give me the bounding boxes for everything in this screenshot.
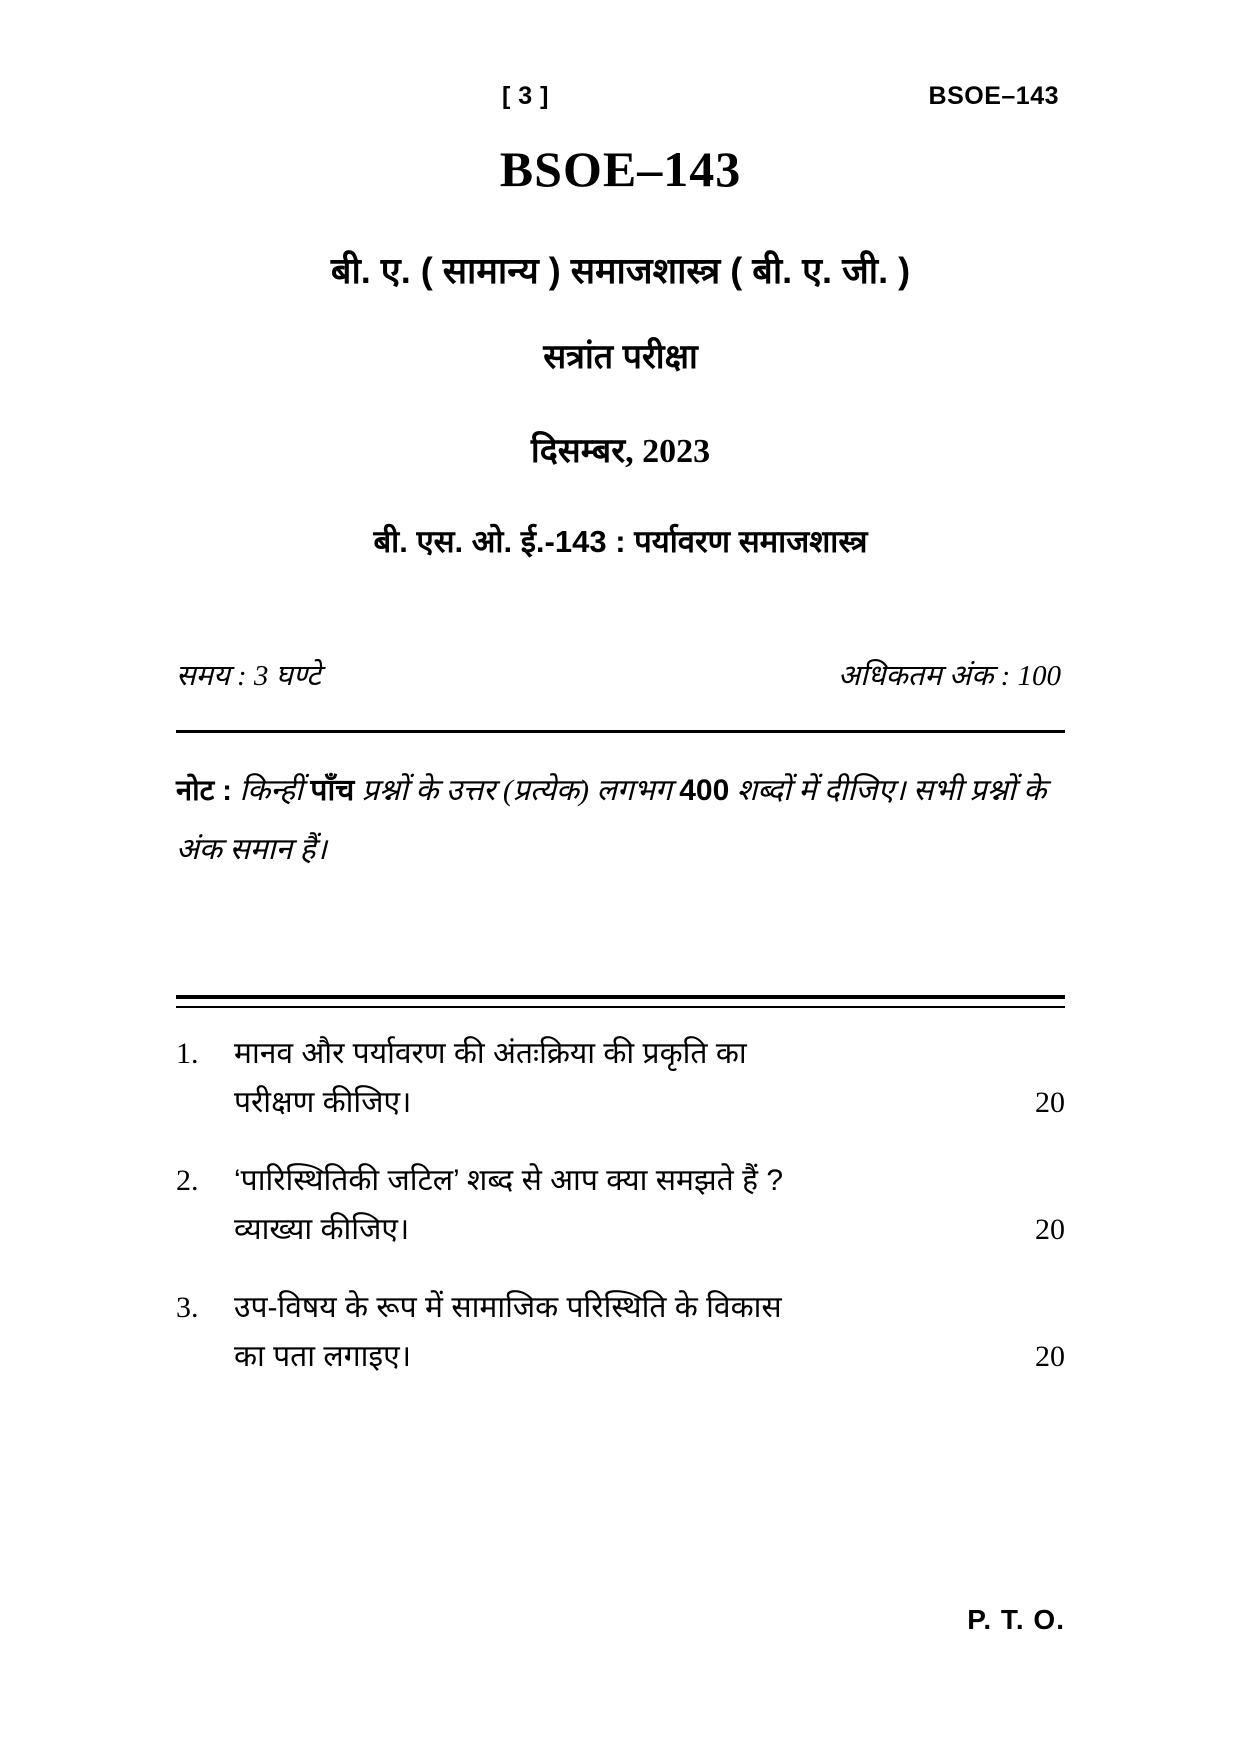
instructions-note: [176, 762, 1065, 879]
question-text-line: ‘पारिस्थितिकी जटिल’ शब्द से आप क्या समझते हैं ?: [234, 1164, 784, 1198]
question-text-line: परीक्षण कीजिए।: [234, 1085, 412, 1119]
note-text-part3: शब्दों में दीजिए। सभी प्रश्नों के अंक समान हैं।: [176, 774, 1047, 866]
question-last-line: [234, 1079, 1065, 1128]
exam-session: दिसम्बर, 2023: [530, 432, 711, 470]
question-item: [176, 1284, 1065, 1381]
paper-code-title: BSOE–143: [499, 141, 742, 197]
note-body: [176, 774, 1046, 866]
question-number: 3.: [176, 1291, 199, 1325]
divider-above-questions: [176, 995, 1065, 1008]
question-marks: 20: [1035, 1212, 1065, 1246]
divider-above-note: [176, 730, 1065, 733]
header-course-code: BSOE–143: [928, 81, 1059, 110]
page-turn-notice: P. T. O.: [967, 1604, 1065, 1635]
exam-max-marks: अधिकतम अंक : 100: [838, 660, 1061, 692]
question-item: [176, 1030, 1065, 1127]
page-number: [ 3 ]: [502, 81, 549, 110]
question-body: [234, 1284, 1065, 1381]
title-block: [150, 138, 1091, 563]
question-last-line: [234, 1333, 1065, 1382]
note-label: नोट :: [176, 775, 232, 807]
question-text-line: मानव और पर्यावरण की अंतःक्रिया की प्रकृति का: [234, 1037, 747, 1070]
programme-title: बी. ए. ( सामान्य ) समाजशास्त्र ( बी. ए. जी. ): [330, 249, 911, 291]
note-emphasis-words: 400: [679, 774, 730, 807]
question-item: [176, 1157, 1065, 1254]
question-marks: 20: [1035, 1339, 1065, 1373]
question-text-line: उप-विषय के रूप में सामाजिक परिस्थिति के विकास: [234, 1291, 782, 1325]
question-last-line: [234, 1206, 1065, 1255]
running-header: [172, 78, 1069, 114]
exam-duration: समय : 3 घण्टे: [176, 660, 321, 692]
note-text-part1: किन्हीं: [239, 774, 311, 807]
questions-list: [176, 1030, 1065, 1412]
question-number: 1.: [176, 1037, 199, 1070]
question-text-line: व्याख्या कीजिए।: [234, 1212, 410, 1246]
question-marks: 20: [1035, 1085, 1065, 1119]
exam-meta-row: [176, 655, 1065, 694]
course-title-line: बी. एस. ओ. ई.-143 : पर्यावरण समाजशास्त्र: [373, 523, 868, 559]
question-body: [234, 1157, 1065, 1254]
note-text-part2: प्रश्नों के उत्तर (प्रत्येक) लगभग: [354, 774, 680, 807]
question-number: 2.: [176, 1164, 199, 1198]
exam-name: सत्रांत परीक्षा: [543, 338, 698, 377]
note-emphasis-count: पाँच: [310, 774, 355, 807]
question-text-line: का पता लगाइए।: [234, 1339, 412, 1373]
question-body: [234, 1030, 1065, 1127]
